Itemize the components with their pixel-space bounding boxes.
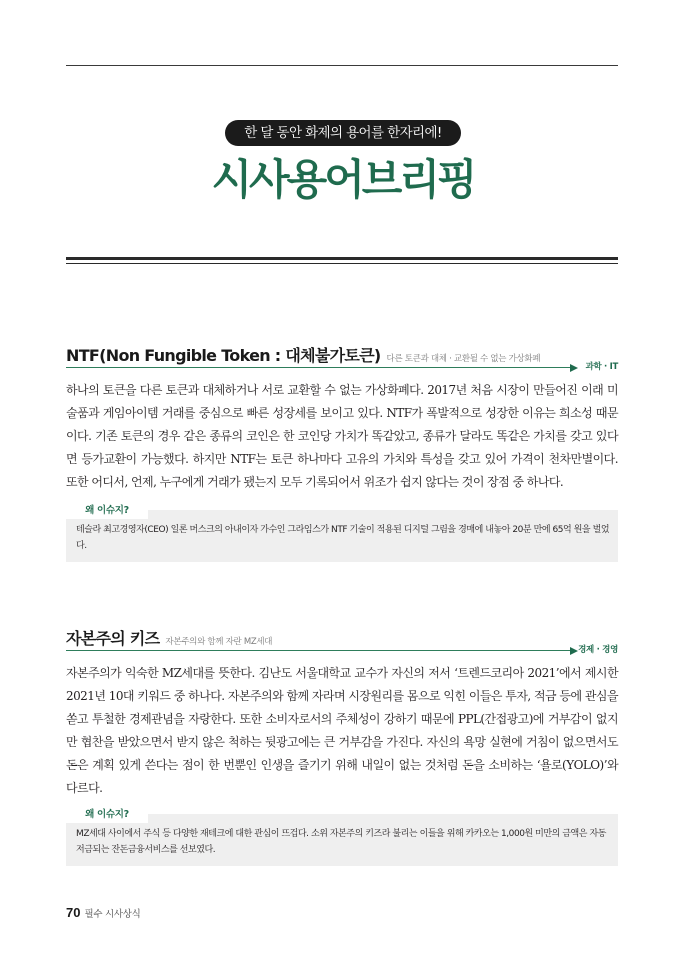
section-heading <box>66 626 618 648</box>
section-heading <box>66 343 618 365</box>
arrow-right-icon <box>570 647 578 655</box>
title-rule-thick <box>66 257 618 260</box>
why-issue-box <box>66 505 618 562</box>
section-divider <box>66 645 618 660</box>
term-title: NTF(Non Fungible Token : 대체불가토큰) <box>66 346 381 365</box>
page-footer <box>66 902 140 918</box>
term-subtitle: 다른 토큰과 대체 · 교환될 수 없는 가상화폐 <box>386 354 541 364</box>
why-issue-label: 왜 이슈지? <box>66 503 148 519</box>
top-rule <box>66 65 618 66</box>
term-subtitle: 자본주의와 함께 자란 MZ세대 <box>165 637 273 647</box>
title-rule-thin <box>66 263 618 264</box>
page-title: 시사용어브리핑 <box>211 155 475 204</box>
why-issue-box <box>66 809 618 866</box>
publication-title: 필수 시사상식 <box>84 909 141 920</box>
page-number: 70 <box>66 905 81 920</box>
divider-line <box>66 650 570 651</box>
category-label: 경제 · 경영 <box>578 645 618 655</box>
term-title: 자본주의 키즈 <box>66 629 160 648</box>
why-issue-text: MZ세대 사이에서 주식 등 다양한 재테크에 대한 관심이 뜨겁다. 소위 자본주의 키즈라 불리는 이들을 위해 카카오는 1,000원 미만의 금액은 자동 저금되는 잔돈금융서비스를 선보였다. <box>76 829 606 855</box>
term-section-capitalism-kids <box>66 626 618 866</box>
why-issue-label: 왜 이슈지? <box>66 807 148 823</box>
divider-line <box>66 367 570 368</box>
term-description: 자본주의가 익숙한 MZ세대를 뜻한다. 김난도 서울대학교 교수가 자신의 저서 ‘트렌드코리아 2021’에서 제시한 2021년 10대 키워드 중 하나다. 자본주의와 함께 자라며 시장원리를 몸으로 익힌 이들은 투자, 적금 등에 관심을 쏟고 투철한 경제관념을 자랑한다. 또한 소비자로서의 주체성이 강하기 때문에 PPL(간접광고)에 거부감이 없지만 협찬을 받았으면서 받지 않은 척하는 뒷광고에는 큰 거부감을 가진다. 자신의 욕망 실현에 거침이 없으면서도 돈은 계획 있게 쓴다는 점이 한 번뿐인 인생을 즐기기 위해 내일이 없는 것처럼 돈을 소비하는 ‘욜로(YOLO)’와 다르다. <box>66 666 618 795</box>
term-section-ntf <box>66 343 618 562</box>
arrow-right-icon <box>570 364 578 372</box>
header-tagline: 한 달 동안 화제의 용어를 한자리에! <box>225 120 461 146</box>
term-description: 하나의 토큰을 다른 토큰과 대체하거나 서로 교환할 수 없는 가상화폐다. 2017년 처음 시장이 만들어진 이래 미술품과 게임아이템 거래를 중심으로 빠른 성장세를 보이고 있다. NTF가 폭발적으로 성장한 이유는 희소성 때문이다. 기존 토큰의 경우 같은 종류의 코인은 한 코인당 가치가 똑같았고, 종류가 달라도 똑같은 가치를 갖고 있다면 등가교환이 가능했다. 하지만 NTF는 토큰 하나마다 고유의 가치와 특성을 갖고 있어 가격이 천차만별이다. 또한 어디서, 언제, 누구에게 거래가 됐는지 모두 기록되어서 위조가 쉽지 않다는 것이 장점 중 하나다. <box>66 383 618 489</box>
why-issue-text: 테슬라 최고경영자(CEO) 일론 머스크의 아내이자 가수인 그라임스가 NTF 기술이 적용된 디지털 그림을 경매에 내놓아 20분 만에 65억 원을 벌었다. <box>76 525 610 551</box>
section-divider <box>66 362 618 377</box>
category-label: 과학 · IT <box>585 362 618 372</box>
